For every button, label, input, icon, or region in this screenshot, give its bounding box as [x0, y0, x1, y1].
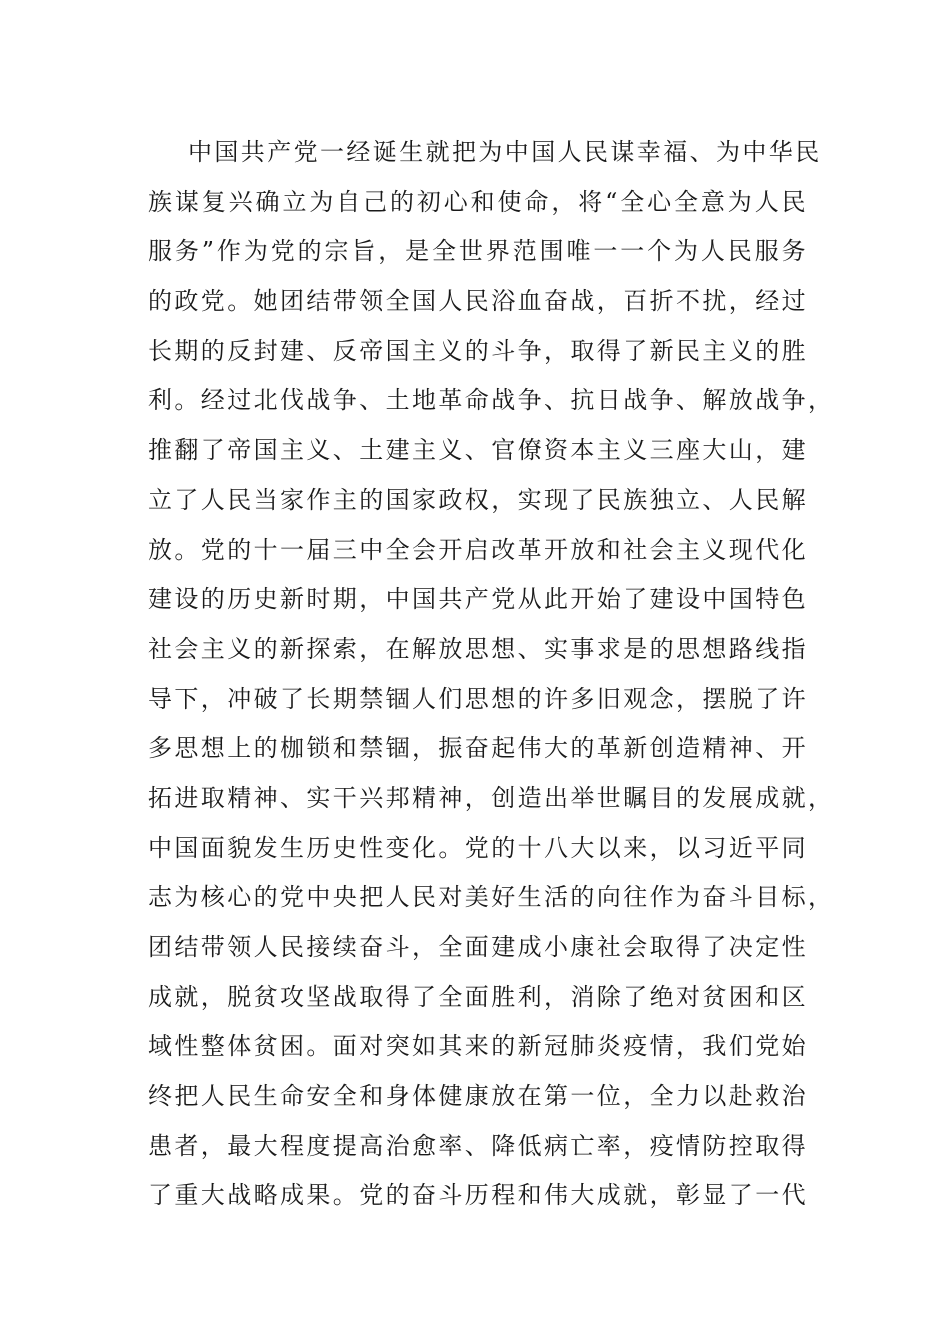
text-line: 拓进取精神、实干兴邦精神，创造出举世瞩目的发展成就，	[148, 783, 835, 812]
text-line: 志为核心的党中央把人民对美好生活的向往作为奋斗目标，	[148, 883, 835, 912]
text-line: 长期的反封建、反帝国主义的斗争，取得了新民主义的胜	[148, 336, 808, 365]
text-line: 中国共产党一经诞生就把为中国人民谋幸福、为中华民	[188, 138, 822, 166]
text-line: 导下，冲破了长期禁锢人们思想的许多旧观念，摆脱了许	[148, 684, 808, 713]
text-line: 放。党的十一届三中全会开启改革开放和社会主义现代化	[148, 535, 808, 564]
text-line: 终把人民生命安全和身体健康放在第一位，全力以赴救治	[148, 1082, 808, 1111]
text-line: 患者，最大程度提高治愈率、降低病亡率，疫情防控取得	[148, 1131, 808, 1160]
text-line: 服务”作为党的宗旨，是全世界范围唯一一个为人民服务	[148, 237, 808, 266]
text-line: 立了人民当家作主的国家政权，实现了民族独立、人民解	[148, 485, 808, 514]
text-line: 利。经过北伐战争、土地革命战争、抗日战争、解放战争，	[148, 386, 835, 415]
text-line: 的政党。她团结带领全国人民浴血奋战，百折不扰，经过	[148, 287, 808, 316]
text-line: 域性整体贫困。面对突如其来的新冠肺炎疫情，我们党始	[148, 1032, 808, 1061]
body-paragraph	[148, 128, 835, 1221]
text-line: 推翻了帝国主义、土建主义、官僚资本主义三座大山，建	[148, 436, 808, 465]
text-line: 建设的历史新时期，中国共产党从此开始了建设中国特色	[148, 585, 808, 614]
text-line: 成就，脱贫攻坚战取得了全面胜利，消除了绝对贫困和区	[148, 982, 808, 1011]
text-line: 团结带领人民接续奋斗，全面建成小康社会取得了决定性	[148, 933, 808, 961]
text-line: 了重大战略成果。党的奋斗历程和伟大成就，彰显了一代	[148, 1181, 808, 1210]
text-line: 中国面貌发生历史性变化。党的十八大以来，以习近平同	[148, 833, 808, 862]
text-line: 多思想上的枷锁和禁锢，振奋起伟大的革新创造精神、开	[148, 734, 808, 763]
text-line: 社会主义的新探索，在解放思想、实事求是的思想路线指	[148, 634, 808, 663]
text-line: 族谋复兴确立为自己的初心和使命，将“全心全意为人民	[148, 187, 808, 216]
